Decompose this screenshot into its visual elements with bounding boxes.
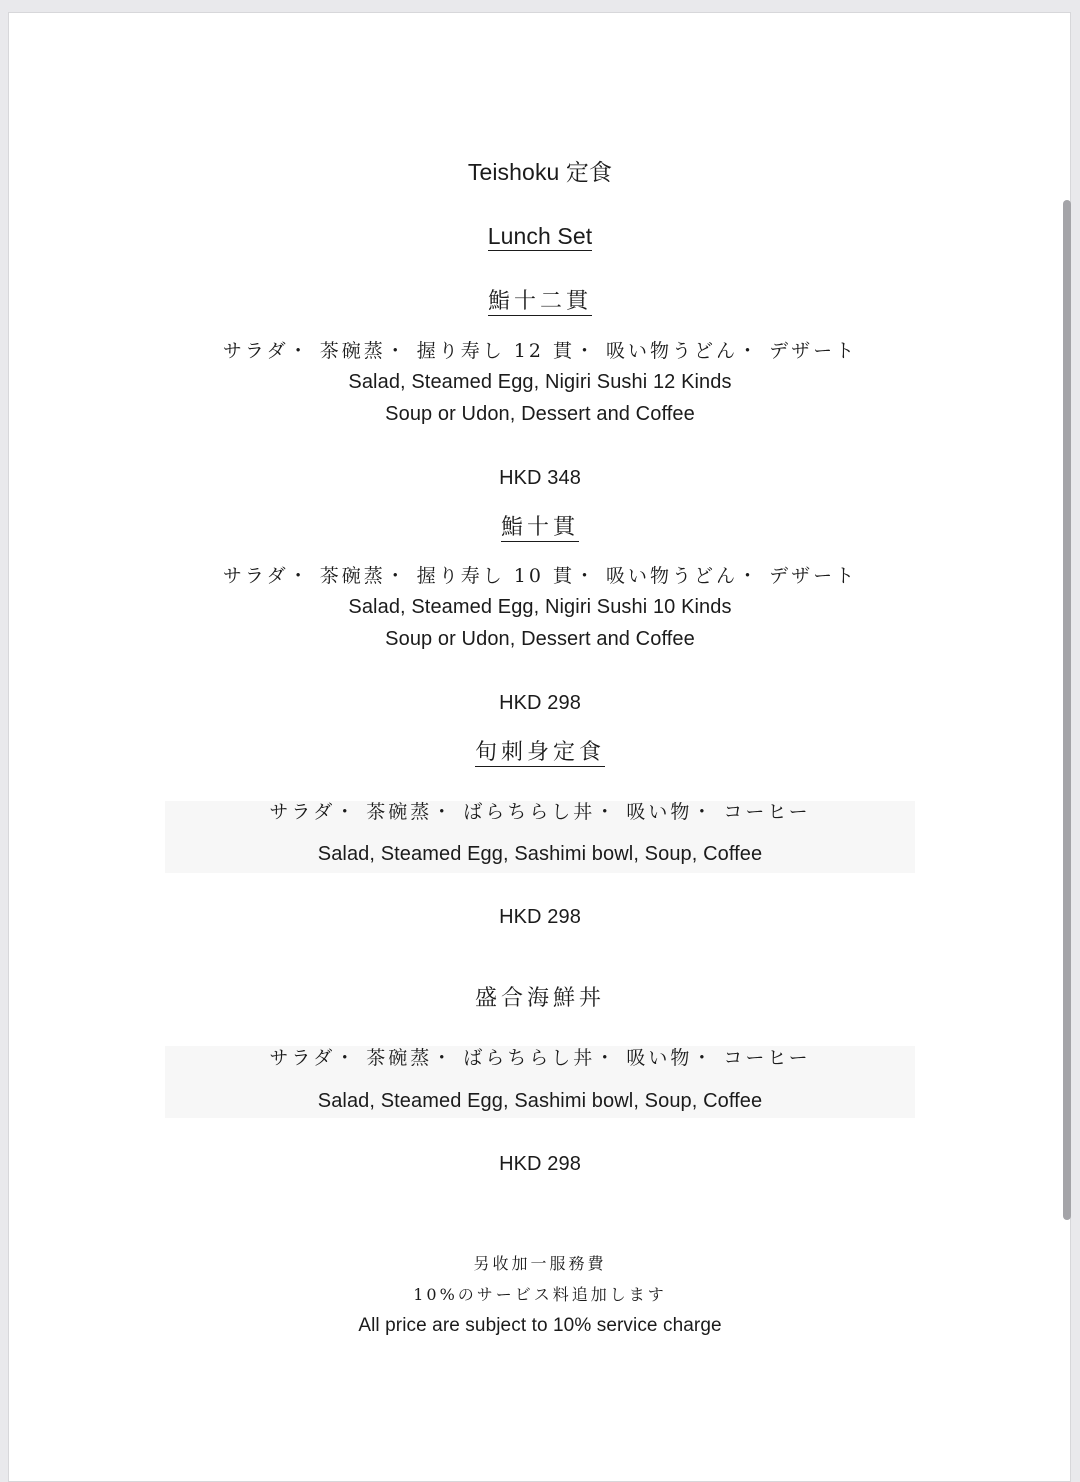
set-2-name [0, 514, 1080, 542]
set-3-jp-description: サラダ・ 茶碗蒸・ ばらちらし丼・ 吸い物・ コーヒー [269, 801, 811, 823]
set-4-name: 盛合海鮮丼 [474, 986, 605, 1011]
footer-service-charge-zh: 另收加一服務費 [473, 1254, 607, 1273]
set-1-jp-description: サラダ・ 茶碗蒸・ 握り寿し 12 貫・ 吸い物うどん・ デザート [222, 340, 858, 362]
set-4-jp-description: サラダ・ 茶碗蒸・ ばらちらし丼・ 吸い物・ コーヒー [269, 1047, 811, 1069]
subtitle-text: Lunch Set [487, 223, 593, 249]
footer-service-charge-en: All price are subject to 10% service charge [358, 1315, 722, 1336]
set-3-name-text: 旬刺身定食 [474, 740, 605, 765]
set-2-jp-description: サラダ・ 茶碗蒸・ 握り寿し 10 貫・ 吸い物うどん・ デザート [222, 565, 858, 587]
set-2-price: HKD 298 [499, 692, 581, 714]
set-3-name [0, 739, 1080, 767]
set-3-price: HKD 298 [499, 906, 581, 928]
set-2-en-line-2: Soup or Udon, Dessert and Coffee [385, 628, 695, 650]
set-4-price: HKD 298 [499, 1153, 581, 1175]
footer-service-charge-jp: 10%のサービス料追加します [413, 1285, 667, 1304]
set-1-name-text: 鮨十二貫 [487, 289, 592, 314]
set-1-en-line-1: Salad, Steamed Egg, Nigiri Sushi 12 Kinds [348, 371, 732, 393]
set-3-en-line-1: Salad, Steamed Egg, Sashimi bowl, Soup, Coffee [317, 843, 763, 865]
menu-subtitle [0, 222, 1080, 250]
set-1-name [0, 288, 1080, 316]
set-2-en-line-1: Salad, Steamed Egg, Nigiri Sushi 10 Kinds [348, 596, 732, 618]
set-1-en-line-2: Soup or Udon, Dessert and Coffee [385, 403, 695, 425]
set-2-name-text: 鮨十貫 [500, 515, 579, 540]
menu-title: Teishoku 定食 [467, 159, 613, 185]
set-1-price: HKD 348 [499, 467, 581, 489]
set-4-en-line-1: Salad, Steamed Egg, Sashimi bowl, Soup, Coffee [317, 1090, 763, 1112]
